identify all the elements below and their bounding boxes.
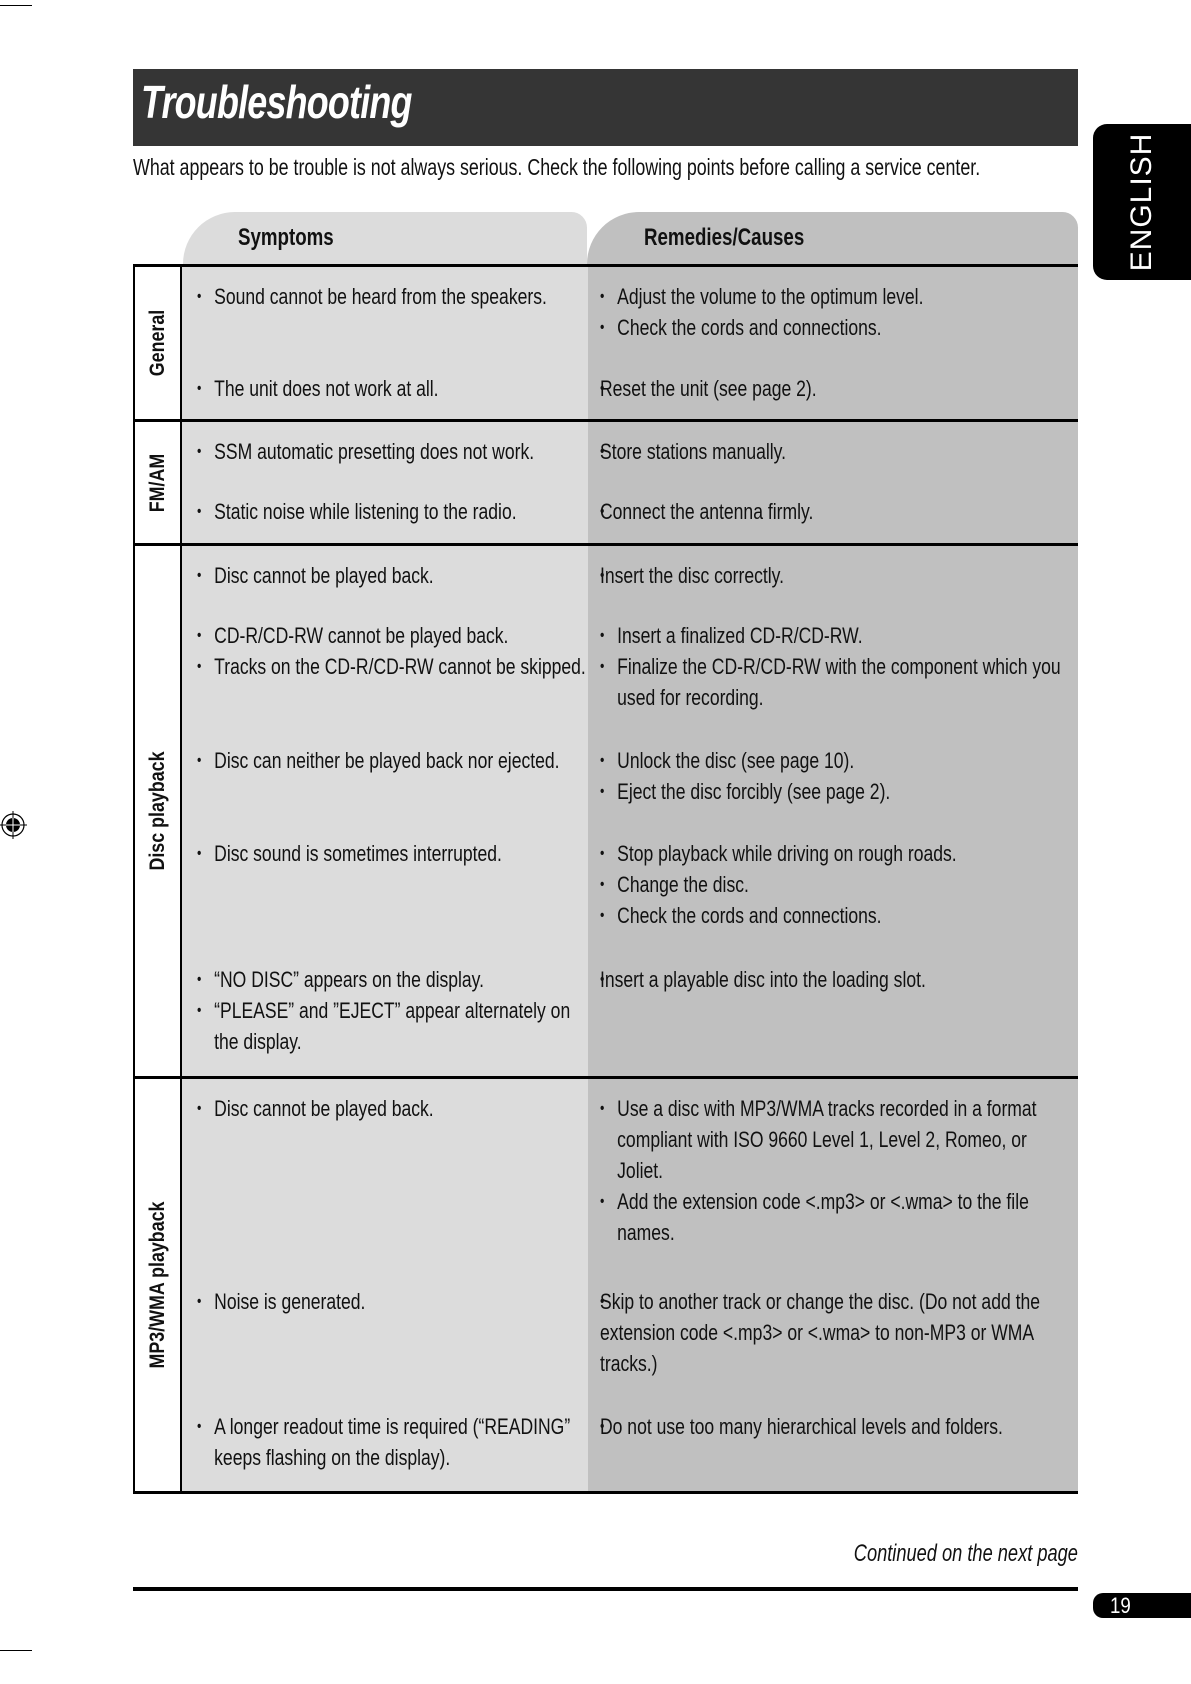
symptom-text: • Disc cannot be played back. bbox=[197, 1093, 587, 1124]
remedy-text: • Change the disc. bbox=[600, 869, 1072, 900]
symptom-text: • Noise is generated. bbox=[197, 1286, 587, 1317]
table-row bbox=[182, 1397, 1078, 1491]
remedy-text: • Do not use too many hierarchical levels and folders. bbox=[600, 1411, 1072, 1442]
table-row bbox=[182, 731, 1078, 824]
remedy-cell bbox=[588, 731, 1078, 824]
table-row bbox=[182, 267, 1078, 359]
symptom-cell bbox=[182, 824, 588, 950]
remedy-text: • Unlock the disc (see page 10). bbox=[600, 745, 1072, 776]
language-tab bbox=[1093, 124, 1191, 280]
remedy-cell bbox=[588, 546, 1078, 606]
symptom-cell bbox=[182, 731, 588, 824]
remedies-header-label: Remedies/Causes bbox=[644, 224, 805, 251]
symptom-text: • Tracks on the CD-R/CD-RW cannot be skipped. bbox=[197, 651, 587, 682]
table-row bbox=[182, 606, 1078, 731]
remedy-text: • Finalize the CD-R/CD-RW with the component which you used for recording. bbox=[600, 651, 1072, 713]
table-row bbox=[182, 1272, 1078, 1397]
remedy-cell bbox=[588, 267, 1078, 359]
title-bar bbox=[133, 69, 1078, 146]
remedy-cell bbox=[588, 606, 1078, 731]
category-cell bbox=[133, 422, 182, 543]
category-label: Disc playback bbox=[145, 751, 169, 871]
symptom-cell bbox=[182, 950, 588, 1076]
symptom-cell bbox=[182, 1272, 588, 1397]
remedy-text: • Adjust the volume to the optimum level. bbox=[600, 281, 1072, 312]
remedy-text: • Use a disc with MP3/WMA tracks recorded in a format compliant with ISO 9660 Level 1, Level 2, Romeo, or Joliet. bbox=[600, 1093, 1072, 1186]
intro-text: What appears to be trouble is not always serious. Check the following points before calling a service center. bbox=[133, 154, 981, 180]
table-row bbox=[182, 546, 1078, 606]
category-label: General bbox=[145, 309, 169, 377]
footer-rule bbox=[133, 1587, 1078, 1591]
continued-note: Continued on the next page bbox=[853, 1540, 1078, 1567]
registration-mark-icon bbox=[0, 811, 28, 839]
remedy-text: • Reset the unit (see page 2). bbox=[600, 373, 1072, 404]
symptom-cell bbox=[182, 422, 588, 482]
table-row bbox=[182, 1079, 1078, 1272]
remedy-text: • Insert a playable disc into the loading slot. bbox=[600, 964, 1072, 995]
symptom-text: • “NO DISC” appears on the display. bbox=[197, 964, 587, 995]
category-label: MP3/WMA playback bbox=[145, 1201, 169, 1369]
symptom-text: • “PLEASE” and ”EJECT” appear alternately on the display. bbox=[197, 995, 587, 1057]
troubleshooting-table bbox=[133, 264, 1078, 1494]
symptom-cell bbox=[182, 1397, 588, 1491]
remedy-text: • Eject the disc forcibly (see page 2). bbox=[600, 776, 1072, 807]
table-row bbox=[182, 482, 1078, 543]
category-cell bbox=[133, 1079, 182, 1491]
table-row bbox=[182, 359, 1078, 419]
page-number-tab bbox=[1093, 1593, 1191, 1618]
symptom-text: • The unit does not work at all. bbox=[197, 373, 587, 404]
remedy-cell bbox=[588, 1272, 1078, 1397]
symptom-text: • Static noise while listening to the radio. bbox=[197, 496, 587, 527]
symptom-text: • Sound cannot be heard from the speakers. bbox=[197, 281, 587, 312]
symptom-cell bbox=[182, 359, 588, 419]
remedy-cell bbox=[588, 422, 1078, 482]
page-number: 19 bbox=[1110, 1593, 1131, 1618]
table-row bbox=[182, 824, 1078, 950]
category-group bbox=[133, 422, 1078, 546]
symptom-cell bbox=[182, 546, 588, 606]
remedy-text: • Stop playback while driving on rough roads. bbox=[600, 838, 1072, 869]
symptoms-header bbox=[183, 212, 587, 264]
symptom-text: • Disc can neither be played back nor ejected. bbox=[197, 745, 587, 776]
category-group bbox=[133, 546, 1078, 1079]
symptom-text: • A longer readout time is required (“READING” keeps flashing on the display). bbox=[197, 1411, 587, 1473]
remedy-cell bbox=[588, 1079, 1078, 1272]
remedies-header bbox=[587, 212, 1078, 264]
symptom-text: • Disc cannot be played back. bbox=[197, 560, 587, 591]
symptom-cell bbox=[182, 1079, 588, 1272]
remedy-text: • Skip to another track or change the disc. (Do not add the extension code <.mp3> or <.wma> to non-MP3 or WMA tracks.) bbox=[600, 1286, 1072, 1379]
remedy-cell bbox=[588, 950, 1078, 1076]
page-title: Troubleshooting bbox=[141, 76, 412, 128]
remedy-text: • Add the extension code <.mp3> or <.wma> to the file names. bbox=[600, 1186, 1072, 1248]
remedy-cell bbox=[588, 482, 1078, 543]
language-label: ENGLISH bbox=[1125, 132, 1158, 272]
category-cell bbox=[133, 267, 182, 419]
category-cell bbox=[133, 546, 182, 1076]
remedy-text: • Check the cords and connections. bbox=[600, 312, 1072, 343]
table-row bbox=[182, 422, 1078, 482]
remedy-text: • Insert the disc correctly. bbox=[600, 560, 1072, 591]
remedy-text: • Check the cords and connections. bbox=[600, 900, 1072, 931]
remedy-text: • Connect the antenna firmly. bbox=[600, 496, 1072, 527]
table-row bbox=[182, 950, 1078, 1076]
remedy-cell bbox=[588, 359, 1078, 419]
crop-mark-top bbox=[0, 5, 32, 6]
symptom-cell bbox=[182, 267, 588, 359]
symptom-text: • CD-R/CD-RW cannot be played back. bbox=[197, 620, 587, 651]
symptom-cell bbox=[182, 606, 588, 731]
crop-mark-bottom bbox=[0, 1650, 32, 1651]
category-group bbox=[133, 267, 1078, 422]
category-label: FM/AM bbox=[145, 453, 169, 512]
symptom-text: • SSM automatic presetting does not work. bbox=[197, 436, 587, 467]
symptom-cell bbox=[182, 482, 588, 543]
symptoms-header-label: Symptoms bbox=[238, 224, 334, 251]
remedy-text: • Insert a finalized CD-R/CD-RW. bbox=[600, 620, 1072, 651]
category-group bbox=[133, 1079, 1078, 1494]
symptom-text: • Disc sound is sometimes interrupted. bbox=[197, 838, 587, 869]
remedy-cell bbox=[588, 824, 1078, 950]
remedy-cell bbox=[588, 1397, 1078, 1491]
remedy-text: • Store stations manually. bbox=[600, 436, 1072, 467]
